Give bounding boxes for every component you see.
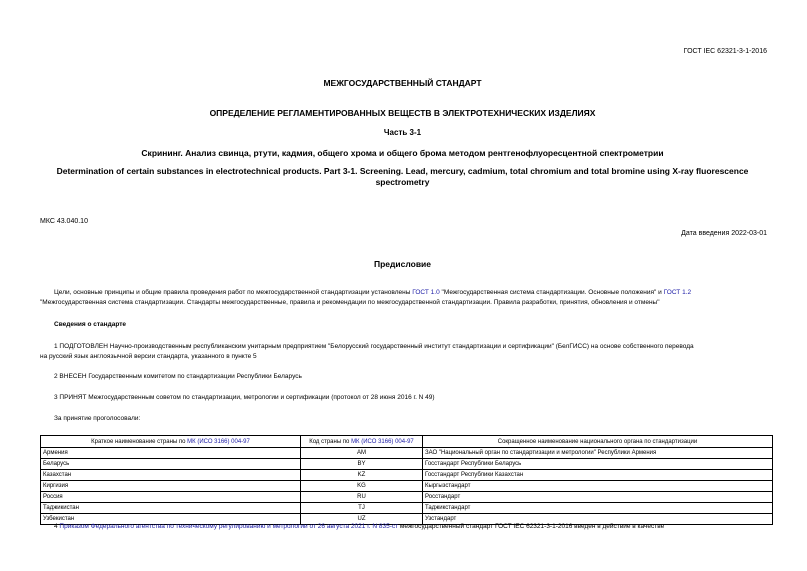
standards-body-cell: Кыргызстандарт [423,481,773,492]
gost-1-2-link[interactable]: ГОСТ 1.2 [663,289,692,296]
enacted-by-paragraph [40,522,770,532]
country-name-cell: Казахстан [41,470,301,481]
country-name-cell: Таджикистан [41,503,301,514]
english-title: Determination of certain substances in electrotechnical products. Part 3-1. Screening. Lead, mercury, cadmium, total chromium and total bromine using X-ray fluorescence spectrometry [56,166,749,187]
mks-code: МКС 43.040.10 [40,218,88,225]
table-row [41,503,773,514]
introduction-date: Дата введения 2022-03-01 [681,230,767,237]
country-code-cell: KZ [301,470,423,481]
prepared-by-text: на русский язык англоязычной версии стандарта, указанного в пункте 5 [40,353,257,360]
foreword-text: "Межгосударственная система стандартизации. Основные положения" и [439,289,664,296]
voting-states-table [40,435,773,525]
header-text: Код страны по [309,438,352,445]
standards-body-cell: Госстандарт Республики Беларусь [423,459,773,470]
standards-body-cell: Таджикстандарт [423,503,773,514]
document-code: ГОСТ IEC 62321-3-1-2016 [683,48,767,55]
enacted-text: межгосударственный стандарт ГОСТ IEC 62321-3-1-2016 введен в действие в качестве [398,523,665,530]
country-code-cell: BY [301,459,423,470]
table-row [41,470,773,481]
country-code-cell: UZ [301,514,423,525]
country-code-cell: TJ [301,503,423,514]
header-text: Краткое наименование страны по [91,438,188,445]
table-header-row [41,436,773,448]
document-title: ОПРЕДЕЛЕНИЕ РЕГЛАМЕНТИРОВАННЫХ ВЕЩЕСТВ В ЭЛЕКТРОТЕХНИЧЕСКИХ ИЗДЕЛИЯХ [209,108,596,118]
country-name-cell: Узбекистан [41,514,301,525]
gost-1-0-link[interactable]: ГОСТ 1.0 [412,289,440,296]
country-name-cell: Россия [41,492,301,503]
foreword-text: "Межгосударственная система стандартизации. Стандарты межгосударственные, правила и рекомендации по межгосударственной стандартизации. Правила разработки, принятия, обновления и отмены" [40,299,660,306]
country-name-cell: Армения [41,448,301,459]
about-standard-heading: Сведения о стандарте [54,321,127,328]
prepared-by-text: 1 ПОДГОТОВЛЕН Научно-производственным республиканским унитарным предприятием "Белорусский государственный институт стандартизации и сертификации" (БелГИСС) на основе собственного перевода [54,343,694,350]
mk-iso-3166-link[interactable]: МК (ИСО 3166) 004-97 [187,438,250,445]
part-number: Часть 3-1 [383,128,422,137]
standard-type-heading: МЕЖГОСУДАРСТВЕННЫЙ СТАНДАРТ [323,78,482,88]
introduced-by-paragraph: 2 ВНЕСЕН Государственным комитетом по стандартизации Республики Беларусь [54,373,302,380]
country-code-cell: KG [301,481,423,492]
foreword-text: Цели, основные принципы и общие правила проведения работ по межгосударственной стандартизации установлены [54,289,413,296]
foreword-heading: Предисловие [373,259,432,269]
country-code-cell: RU [301,492,423,503]
foreword-paragraph [40,288,770,308]
mk-iso-3166-link[interactable]: МК (ИСО 3166) 004-97 [351,438,414,445]
adopted-by-paragraph: 3 ПРИНЯТ Межгосударственным советом по стандартизации, метрологии и сертификации (протокол от 28 июня 2016 г. N 49) [54,394,435,401]
standards-body-cell: Росстандарт [423,492,773,503]
standards-body-cell: Узстандарт [423,514,773,525]
prepared-by-paragraph [40,342,773,362]
country-name-cell: Беларусь [41,459,301,470]
table-row [41,481,773,492]
table-row [41,459,773,470]
order-835-st-link[interactable]: Приказом Федерального агентства по техническому регулированию и метрологии от 26 августа 2021 г. N 835-ст [59,523,399,530]
table-row [41,492,773,503]
country-name-cell: Киргизия [41,481,301,492]
voted-for-paragraph: За принятие проголосовали: [54,415,141,422]
country-name-column-header [41,436,301,448]
standards-body-cell: Госстандарт Республики Казахстан [423,470,773,481]
country-code-cell: AM [301,448,423,459]
standards-body-column-header: Сокращенное наименование национального органа по стандартизации [423,436,773,448]
table-row [41,448,773,459]
enacted-number: 4 [54,523,60,530]
country-code-column-header [301,436,423,448]
document-subtitle: Скрининг. Анализ свинца, ртути, кадмия, общего хрома и общего брома методом рентгенофлуоресцентной спектрометрии [141,148,664,158]
standards-body-cell: ЗАО "Национальный орган по стандартизации и метрологии" Республики Армения [423,448,773,459]
